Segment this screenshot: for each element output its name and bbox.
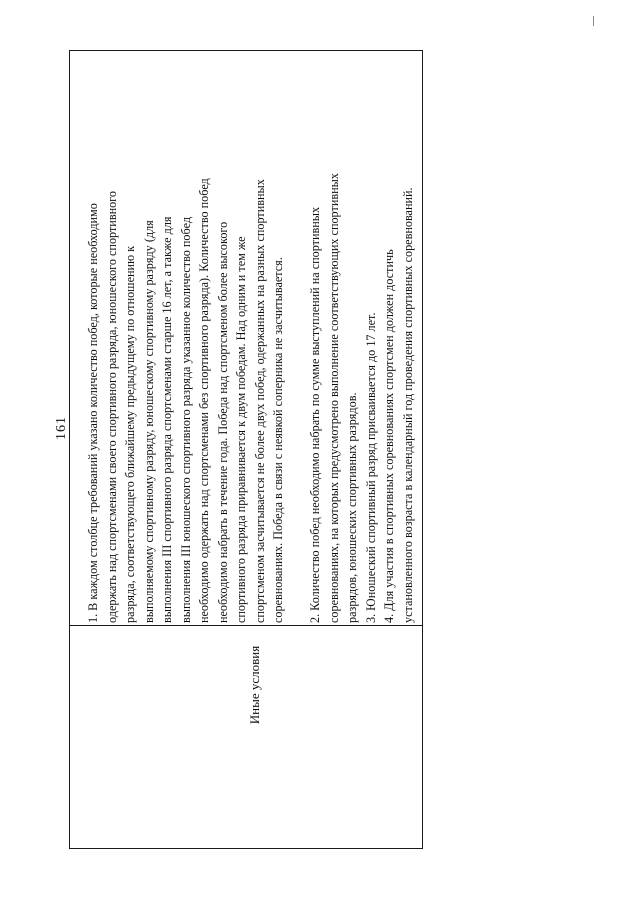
page-number: 161 <box>54 416 69 440</box>
note-line: установленного возраста в календарный год проведения спортивных соревнований. <box>400 187 415 623</box>
note-line: 3. Юношеский спортивный разряд присваивается до 17 лет. <box>363 312 378 623</box>
note-1 <box>84 53 288 623</box>
note-line: выполнения III спортивного разряда спортсменами старше 16 лет, а также для <box>160 216 174 623</box>
label-text: Иные условия <box>247 645 262 725</box>
note-line: 4. Для участия в спортивных соревнованиях спортсмен должен достичь <box>382 249 396 623</box>
note-line: выполнения III юношеского спортивного разряда указанное количество побед <box>178 216 193 623</box>
note-line: 1. В каждом столбце требований указано количество побед, которые необходимо <box>86 203 100 623</box>
note-line: необходимо одержать над спортсменами без спортивного разряда). Количество побед <box>197 178 211 623</box>
notes-cell <box>84 53 417 623</box>
note-line: разряда, соответствующего ближайшему предыдущему по отношению к <box>123 245 137 623</box>
note-line: спортивного разряда приравнивается к двум победам. Над одним и тем же <box>234 236 248 623</box>
note-3 <box>362 53 381 623</box>
note-line: необходимо набрать в течение года. Победа над спортсменом более высокого <box>215 221 230 623</box>
note-line: соревнованиях, на которых предусмотрено выполнение соответствующих спортивных <box>326 173 341 623</box>
scan-mark <box>593 16 594 26</box>
paragraph-gap <box>288 53 307 623</box>
note-line: спортсменом засчитывается не более двух побед, одержанных на разных спортивных <box>252 179 267 623</box>
note-line: разрядов, юношеских спортивных разрядов. <box>345 392 359 623</box>
note-line: 2. Количество побед необходимо набрать по сумме выступлений на спортивных <box>308 206 322 623</box>
note-line: соревнованиях. Победа в связи с неявкой соперника не засчитывается. <box>271 257 285 623</box>
note-2 <box>306 53 362 623</box>
note-4 <box>380 53 417 623</box>
note-line: одержать над спортсменами своего спортивного разряда, юношеского спортивного <box>104 191 119 623</box>
note-line: выполняемому спортивному разряду, юношескому спортивному разряду (для <box>141 220 156 623</box>
